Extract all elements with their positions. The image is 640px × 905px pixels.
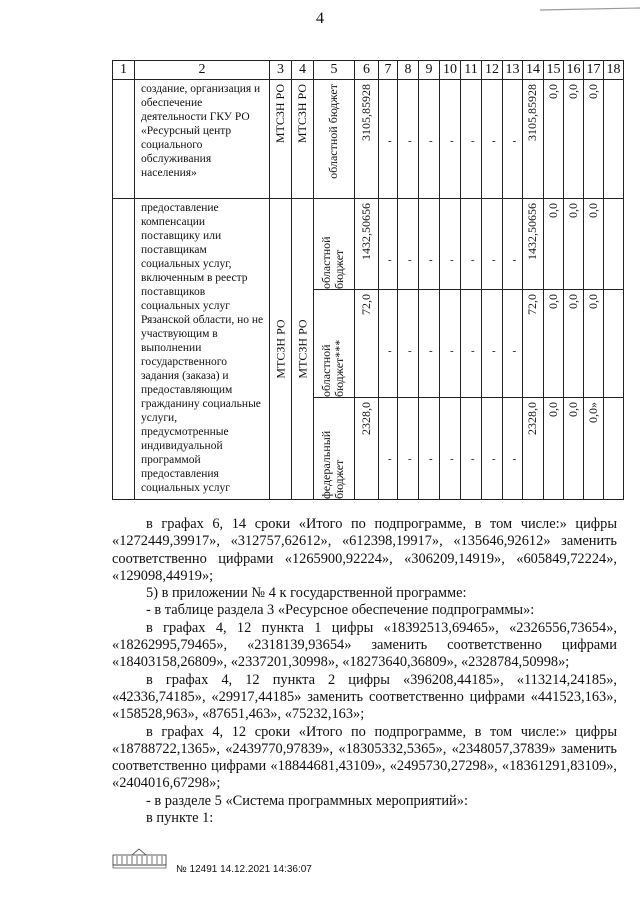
amount-cell: 0,0 xyxy=(565,294,580,309)
col-header: 2 xyxy=(135,61,270,80)
paragraph: - в таблице раздела 3 «Ресурсное обеспечение подпрограммы»: xyxy=(146,602,535,619)
empty-dash: - xyxy=(492,345,496,357)
empty-dash: - xyxy=(388,453,392,465)
col-header: 1 xyxy=(113,61,135,80)
empty-dash: - xyxy=(450,254,454,266)
page-number: 4 xyxy=(316,10,324,27)
empty-dash: - xyxy=(429,254,433,266)
paragraph: в графах 6, 14 сроки «Итого по подпрограмме, в том числе:» цифры «1272449,39917», «312757,62612», «612398,19917», «135646,92612» заменить соответственно цифрами «1265900,92224», «306209,14919», «605849,72224», «129098,44919»; xyxy=(112,516,617,584)
table-header-row xyxy=(113,61,624,80)
amount-cell: 0,0 xyxy=(565,84,580,99)
registration-number: № 12491 14.12.2021 14:36:07 xyxy=(176,864,312,875)
empty-dash: - xyxy=(429,345,433,357)
table-row xyxy=(113,80,624,199)
col-header: 13 xyxy=(503,61,523,80)
paragraph: 5) в приложении № 4 к государственной программе: xyxy=(146,585,467,602)
measure-description: создание, организация и обеспечение деятельности ГКУ РО «Ресурсный центр социального обслуживания населения» xyxy=(135,80,270,199)
empty-dash: - xyxy=(408,453,412,465)
col-header: 11 xyxy=(461,61,482,80)
amount-cell: 72,0 xyxy=(358,294,373,315)
amount-cell: 3105,85928 xyxy=(358,84,373,141)
empty-dash: - xyxy=(450,135,454,147)
amount-cell: 0,0 xyxy=(585,84,600,99)
measure-description: предоставление компенсации поставщику или поставщикам социальных услуг, включенным в реестр поставщиков социальных услуг Рязанской области, но не участвующим в выполнении государственного задания (заказа) и предоставляющим гражданину социальные услуги, предусмотренные индивидуальной программой предоставления социальных услуг xyxy=(135,199,270,500)
empty-dash: - xyxy=(408,254,412,266)
col-header: 16 xyxy=(564,61,584,80)
empty-dash: - xyxy=(512,453,517,465)
funding-source-cell: областной бюджет xyxy=(319,236,346,289)
amount-cell: 1432,50656 xyxy=(358,203,373,260)
funding-source-cell: областной бюджет xyxy=(326,84,340,179)
amount-cell: 0,0 xyxy=(545,402,560,417)
empty-dash: - xyxy=(512,135,517,147)
amendment-text xyxy=(112,516,617,827)
registry-stamp-icon xyxy=(112,847,167,869)
coexecutor-cell: МТСЗН РО xyxy=(295,319,309,379)
funding-source-cell: федеральный бюджет xyxy=(319,430,346,499)
col-header: 7 xyxy=(379,61,398,80)
amount-cell: 2328,0 xyxy=(525,402,539,435)
empty-dash: - xyxy=(492,453,496,465)
executor-cell: МТСЗН РО xyxy=(273,319,287,379)
amount-cell: 0,0 xyxy=(585,203,600,218)
empty-dash: - xyxy=(388,254,392,266)
empty-dash: - xyxy=(450,453,454,465)
col-header: 14 xyxy=(523,61,544,80)
coexecutor-cell: МТСЗН РО xyxy=(294,84,309,144)
empty-dash: - xyxy=(492,135,496,147)
col-header: 8 xyxy=(398,61,419,80)
amount-cell: 3105,85928 xyxy=(525,84,539,141)
empty-dash: - xyxy=(408,135,412,147)
empty-dash: - xyxy=(471,453,475,465)
col-header: 12 xyxy=(482,61,503,80)
empty-dash: - xyxy=(471,135,475,147)
col-header: 3 xyxy=(270,61,292,80)
col-header: 6 xyxy=(355,61,379,80)
empty-dash: - xyxy=(471,254,475,266)
col-header: 17 xyxy=(584,61,604,80)
program-table xyxy=(112,60,624,500)
amount-cell: 0,0 xyxy=(545,84,560,99)
paragraph: в графах 4, 12 пункта 2 цифры «396208,44185», «113214,24185», «42336,74185», «29917,44185» заменить соответственно цифрами «441523,163», «158528,963», «87651,463», «75232,163»; xyxy=(112,671,617,723)
paragraph: - в разделе 5 «Система программных мероприятий»: xyxy=(146,792,468,809)
paragraph: в пункте 1: xyxy=(146,810,214,827)
scan-edge-mark xyxy=(530,0,640,6)
empty-dash: - xyxy=(512,254,517,266)
paragraph: в графах 4, 12 пункта 1 цифры «18392513,69465», «2326556,73654», «18262995,79465», «2318139,93654» заменить соответственно цифрами «18403158,26809», «2337201,30998», «18273640,36809», «2328784,50998»; xyxy=(112,619,617,671)
col-header: 9 xyxy=(419,61,440,80)
empty-dash: - xyxy=(429,135,433,147)
col-header: 5 xyxy=(314,61,355,80)
col-header: 15 xyxy=(544,61,564,80)
amount-cell: 1432,50656 xyxy=(525,203,539,260)
amount-cell: 72,0 xyxy=(525,294,539,315)
empty-dash: - xyxy=(408,345,412,357)
empty-dash: - xyxy=(492,254,496,266)
empty-dash: - xyxy=(512,345,517,357)
amount-cell: 0,0 xyxy=(565,402,580,417)
amount-cell: 0,0 xyxy=(545,294,560,309)
amount-cell: 2328,0 xyxy=(358,402,373,435)
col-header: 18 xyxy=(604,61,624,80)
empty-dash: - xyxy=(388,135,392,147)
empty-dash: - xyxy=(388,345,392,357)
paragraph: в графах 4, 12 сроки «Итого по подпрограмме, в том числе:» цифры «18788722,1365», «2439770,97839», «18305332,5365», «2348057,37839» заменить соответственно цифрами «18844681,43109», «2495730,27298», «18361291,83109», «2404016,67298»; xyxy=(112,723,617,792)
empty-dash: - xyxy=(450,345,454,357)
col-header: 4 xyxy=(292,61,314,80)
empty-dash: - xyxy=(429,453,433,465)
amount-cell: 0,0 xyxy=(565,203,580,218)
col-header: 10 xyxy=(440,61,461,80)
amount-cell: 0,0 xyxy=(585,294,600,309)
executor-cell: МТСЗН РО xyxy=(272,84,287,144)
amount-cell: 0,0 xyxy=(545,203,560,218)
table-row xyxy=(113,199,624,290)
empty-dash: - xyxy=(471,345,475,357)
amount-cell: 0,0» xyxy=(585,402,600,423)
funding-source-cell: областной бюджет*** xyxy=(319,339,346,397)
